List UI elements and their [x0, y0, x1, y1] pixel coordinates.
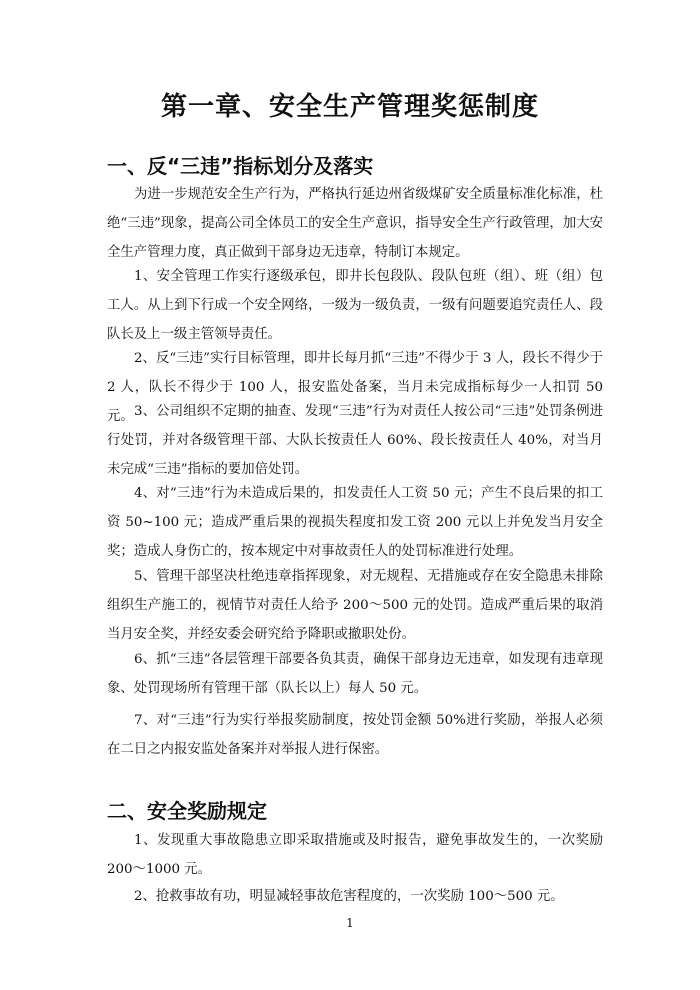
paragraph: 为进一步规范安全生产行为，严格执行延边州省级煤矿安全质量标准化标准，杜绝“三违”现象，提高公司全体员工的安全生产意识，指导安全生产行政管理，加大安全生产管理力度，真正做到干部身边无违章，特制订本规定。 [107, 187, 603, 260]
paragraph: 1、发现重大事故隐患立即采取措施或及时报告，避免事故发生的，一次奖励 200～1000 元。 [107, 833, 603, 877]
paragraph: 5、管理干部坚决杜绝违章指挥现象，对无规程、无措施或存在安全隐患未排除组织生产施工的，视情节对责任人给予 200～500 元的处罚。造成严重后果的取消当月安全奖，并经安委会研究给予降职或撤职处份。 [107, 569, 603, 642]
page-title: 第一章、安全生产管理奖惩制度 [160, 92, 539, 122]
paragraph: 1、安全管理工作实行逐级承包，即井长包段队、段队包班（组）、班（组）包工人。从上到下行成一个安全网络，一级为一级负责，一级有问题要追究责任人、段队长及上一级主管领导责任。 [107, 269, 603, 342]
paragraph: 4、对“三违”行为未造成后果的，扣发责任人工资 50 元；产生不良后果的扣工资 50~100 元；造成严重后果的视损失程度扣发工资 200 元以上并免发当月安全奖；造成人身伤亡的，按本规定中对事故责任人的处罚标准进行处理。 [107, 486, 603, 559]
paragraph: 2、反“三违”实行目标管理，即井长每月抓“三违”不得少于 3 人，段长不得少于 2 人，队长不得少于 100 人，报安监处备案，当月未完成指标每少一人扣罚 50 元。 [107, 351, 603, 424]
section-heading: 一、反“三违”指标划分及落实 [107, 154, 374, 178]
section-heading: 二、安全奖励规定 [107, 799, 267, 823]
paragraph: 6、抓“三违”各层管理干部要各负其责，确保干部身边无违章，如发现有违章现象、处罚现场所有管理干部（队长以上）每人 50 元。 [107, 652, 603, 696]
paragraph: 3、公司组织不定期的抽查、发现“三违”行为对责任人按公司“三违”处罚条例进行处罚，并对各级管理干部、大队长按责任人 60%、段长按责任人 40%，对当月未完成“三违”指标的要加倍处罚。 [107, 404, 603, 477]
paragraph: 2、抢救事故有功，明显减轻事故危害程度的，一次奖励 100～500 元。 [134, 889, 564, 904]
page-number: 1 [346, 916, 354, 930]
paragraph: 7、对“三违”行为实行举报奖励制度，按处罚金额 50%进行奖励，举报人必须在二日之内报安监处备案并对举报人进行保密。 [107, 713, 603, 757]
